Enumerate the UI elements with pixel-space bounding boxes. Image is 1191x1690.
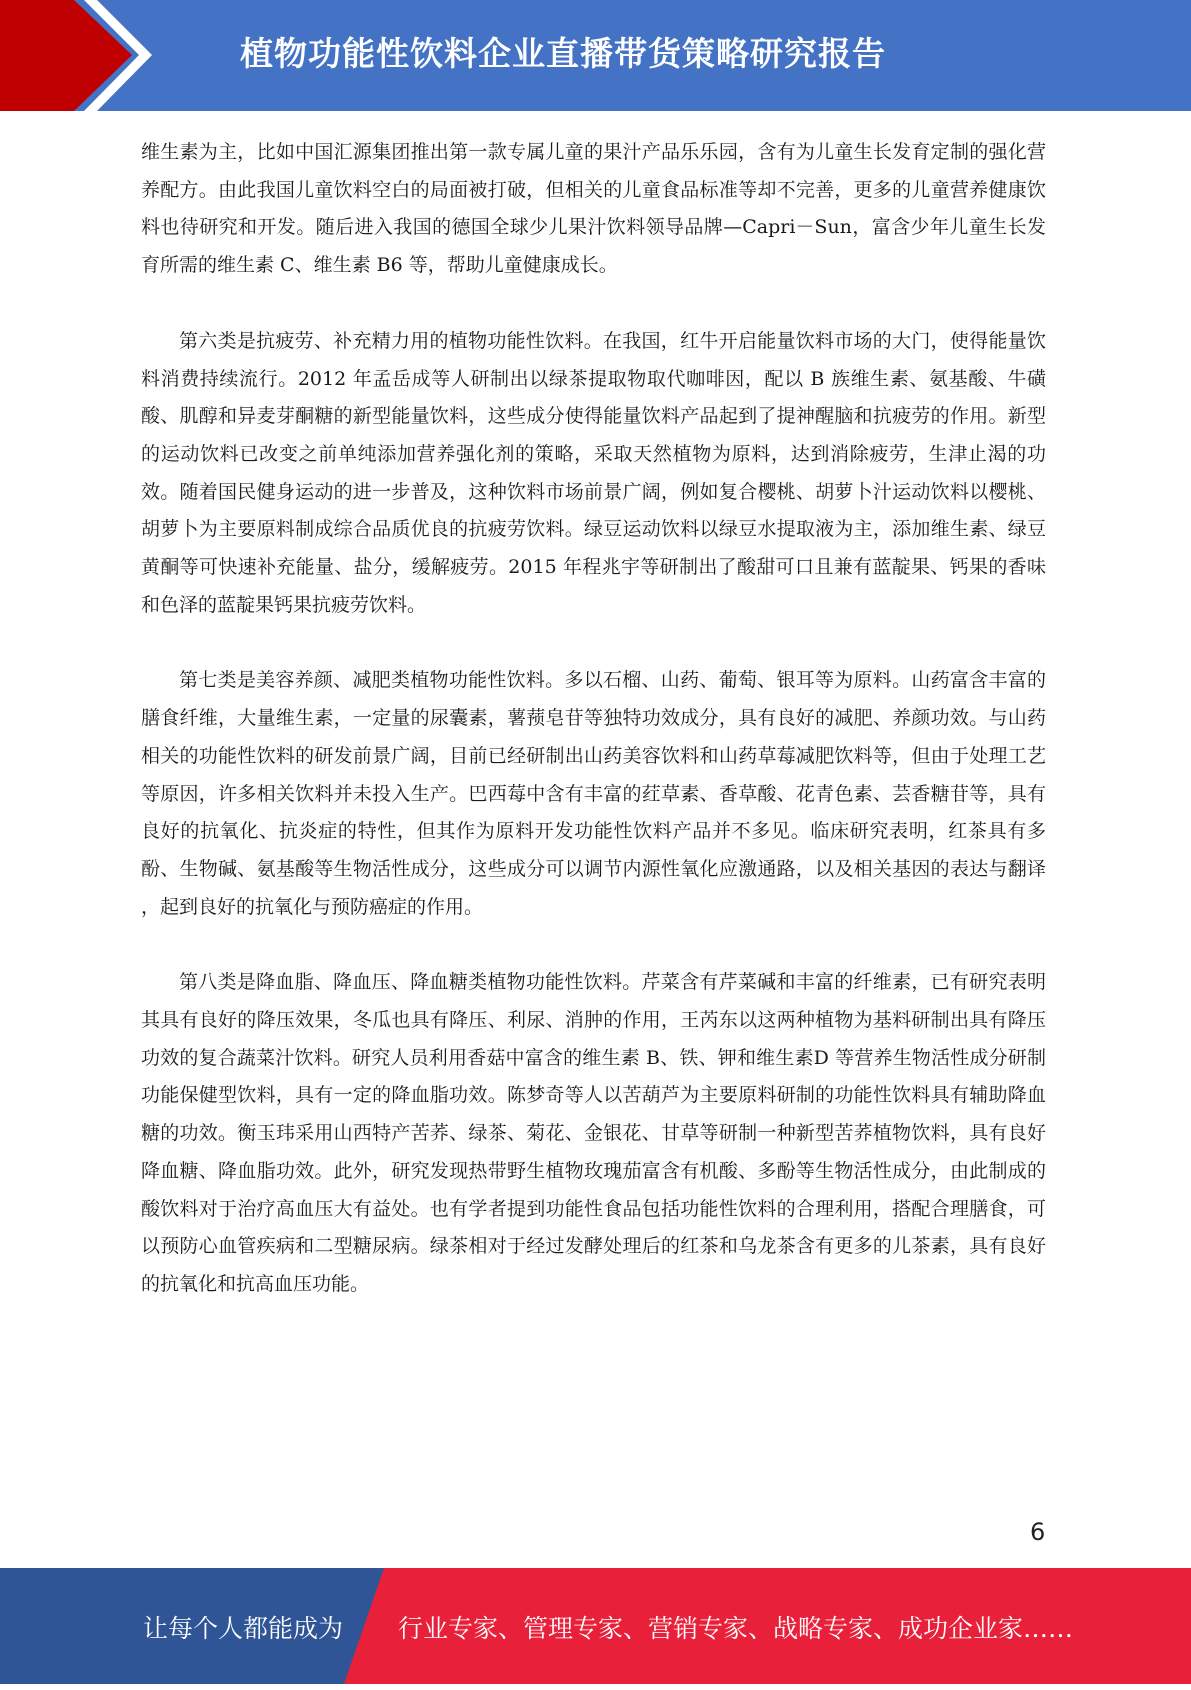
page-footer bbox=[0, 1568, 1191, 1684]
paragraph-anti-fatigue: 第六类是抗疲劳、补充精力用的植物功能性饮料。在我国，红牛开启能量饮料市场的大门，使得能量饮料消费持续流行。2012 年孟岳成等人研制出以绿茶提取物取代咖啡因，配以 B 族维生素、氨基酸、牛磺酸、肌醇和异麦芽酮糖的新型能量饮料，这些成分使得能量饮料产品起到了提神醒脑和抗疲劳的作用。新型的运动饮料已改变之前单纯添加营养强化剂的策略，采取天然植物为原料，达到消除疲劳，生津止渴的功效。随着国民健身运动的进一步普及，这种饮料市场前景广阔，例如复合樱桃、胡萝卜汁运动饮料以樱桃、胡萝卜为主要原料制成综合品质优良的抗疲劳饮料。绿豆运动饮料以绿豆水提取液为主，添加维生素、绿豆黄酮等可快速补充能量、盐分，缓解疲劳。2015 年程兆宇等研制出了酸甜可口且兼有蓝靛果、钙果的香味和色泽的蓝靛果钙果抗疲劳饮料。 bbox=[141, 329, 1046, 616]
page-number: 6 bbox=[1030, 1518, 1046, 1546]
footer-slogan-left: 让每个人都能成为 bbox=[143, 1614, 344, 1643]
paragraph-lowering-lipids: 第八类是降血脂、降血压、降血糖类植物功能性饮料。芹菜含有芹菜碱和丰富的纤维素，已有研究表明其具有良好的降压效果，冬瓜也具有降压、利尿、消肿的作用，王芮东以这两种植物为基料研制出具有降压功效的复合蔬菜汁饮料。研究人员利用香菇中富含的维生素 B、铁、钾和维生素D 等营养生物活性成分研制功能保健型饮料，具有一定的降血脂功效。陈梦奇等人以苦葫芦为主要原料研制的功能性饮料具有辅助降血糖的功效。衡玉玮采用山西特产苦荞、绿茶、菊花、金银花、甘草等研制一种新型苦荞植物饮料，具有良好降血糖、降血脂功效。此外，研究发现热带野生植物玫瑰茄富含有机酸、多酚等生物活性成分，由此制成的酸饮料对于治疗高血压大有益处。也有学者提到功能性食品包括功能性饮料的合理利用，搭配合理膳食，可以预防心血管疾病和二型糖尿病。绿茶相对于经过发酵处理后的红茶和乌龙茶含有更多的儿茶素，具有良好的抗氧化和抗高血压功能。 bbox=[141, 971, 1046, 1295]
report-title: 植物功能性饮料企业直播带货策略研究报告 bbox=[240, 34, 886, 73]
paragraph-children-drinks: 维生素为主，比如中国汇源集团推出第一款专属儿童的果汁产品乐乐园，含有为儿童生长发育定制的强化营养配方。由此我国儿童饮料空白的局面被打破，但相关的儿童食品标准等却不完善，更多的儿童营养健康饮料也待研究和开发。随后进入我国的德国全球少儿果汁饮料领导品牌—Capri－Sun，富含少年儿童生长发育所需的维生素 C、维生素 B6 等，帮助儿童健康成长。 bbox=[141, 141, 1046, 277]
footer-slogan-right: 行业专家、管理专家、营销专家、战略专家、成功企业家…… bbox=[398, 1614, 1074, 1643]
paragraph-beauty-slimming: 第七类是美容养颜、减肥类植物功能性饮料。多以石榴、山药、葡萄、银耳等为原料。山药富含丰富的膳食纤维，大量维生素，一定量的尿囊素，薯蓣皂苷等独特功效成分，具有良好的减肥、养颜功效。与山药相关的功能性饮料的研发前景广阔，目前已经研制出山药美容饮料和山药草莓减肥饮料等，但由于处理工艺等原因，许多相关饮料并未投入生产。巴西莓中含有丰富的荭草素、香草酸、花青色素、芸香糖苷等，具有良好的抗氧化、抗炎症的特性，但其作为原料开发功能性饮料产品并不多见。临床研究表明，红茶具有多酚、生物碱、氨基酸等生物活性成分，这些成分可以调节内源性氧化应激通路，以及相关基因的表达与翻译 ，起到良好的抗氧化与预防癌症的作用。 bbox=[141, 669, 1046, 918]
article-body bbox=[141, 134, 1046, 1342]
page-header bbox=[0, 0, 1191, 111]
